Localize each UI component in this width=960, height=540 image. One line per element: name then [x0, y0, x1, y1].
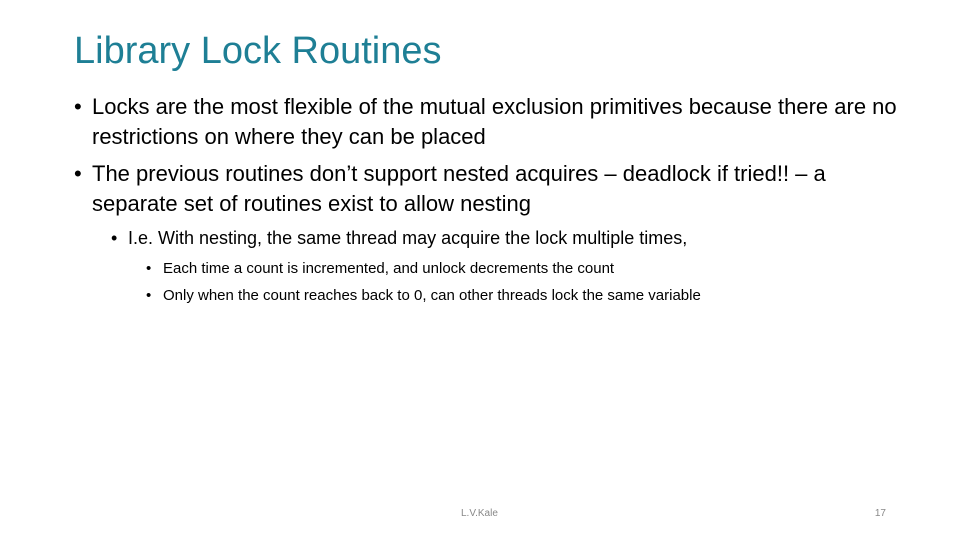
sub-sub-bullet-item	[74, 282, 904, 309]
bullet-marker: •	[74, 161, 82, 186]
sub-sub-bullet-text: Only when the count reaches back to 0, can other threads lock the same variable	[163, 287, 701, 304]
slide-body	[74, 92, 904, 309]
bullet-marker: •	[146, 287, 152, 304]
page-number: 17	[874, 508, 886, 519]
sub-sub-bullet-text: Each time a count is incremented, and unlock decrements the count	[163, 260, 615, 277]
sub-sub-bullet-item	[74, 255, 904, 282]
bullet-marker: •	[111, 228, 118, 248]
slide-title: Library Lock Routines	[74, 30, 442, 72]
bullet-text: Locks are the most flexible of the mutual exclusion primitives because there are no restrictions on where they can be placed	[92, 94, 897, 149]
bullet-marker: •	[146, 260, 152, 277]
bullet-item	[74, 159, 904, 219]
bullet-marker: •	[74, 94, 82, 119]
sub-bullet-text: I.e. With nesting, the same thread may acquire the lock multiple times,	[128, 228, 688, 248]
sub-bullet-item	[74, 226, 904, 250]
bullet-text: The previous routines don’t support nested acquires – deadlock if tried!! – a separate set of routines exist to allow nesting	[92, 161, 826, 216]
footer-author: L.V.Kale	[461, 508, 498, 519]
bullet-item	[74, 92, 904, 152]
